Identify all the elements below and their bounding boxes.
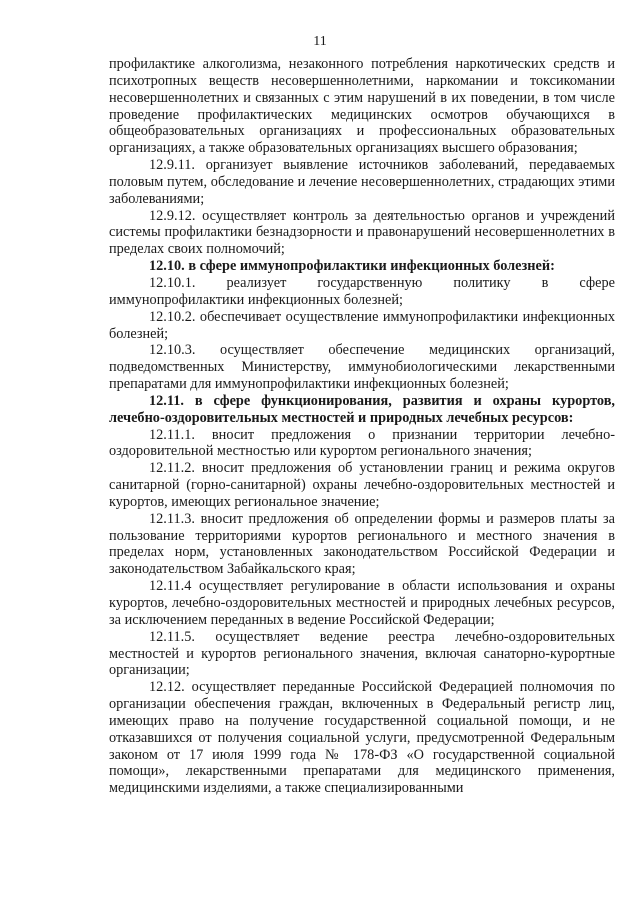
document-body [109,56,615,797]
paragraph: 12.10.2. обеспечивает осуществление иммунопрофилактики инфекционных болезней; [109,308,615,342]
paragraph: 12.11.2. вносит предложения об установлении границ и режима округов санитарной (горно-санитарной) охраны лечебно-оздоровительных местностей и курортов, имеющих региональное значение; [109,460,615,510]
page-number: 11 [313,34,327,49]
section-heading: 12.10. в сфере иммунопрофилактики инфекционных болезней: [149,258,555,275]
paragraph: 12.9.11. организует выявление источников заболеваний, передаваемых половым путем, обследование и лечение несовершеннолетних, страдающих этими заболеваниями; [109,157,615,207]
paragraph: 12.11.1. вносит предложения о признании территории лечебно-оздоровительной местностью или курортом регионального значения; [109,426,615,460]
paragraph: профилактике алкоголизма, незаконного потребления наркотических средств и психотропных веществ несовершеннолетними, наркомании и токсикомании несовершеннолетних и связанных с этим нарушений в их поведении, в том числе проведение профилактических медицинских осмотров обучающихся в общеобразовательных организациях и профессиональных образовательных организациях, а также образовательных организациях высшего образования; [109,56,615,157]
paragraph: 12.10.3. осуществляет обеспечение медицинских организаций, подведомственных Министерству, иммунобиологическими лекарственными препаратами для иммунопрофилактики инфекционных болезней; [109,342,615,393]
paragraph: 12.10.1. реализует государственную политику в сфере иммунопрофилактики инфекционных болезней; [109,274,615,308]
paragraph: 12.12. осуществляет переданные Российской Федерацией полномочия по организации обеспечения граждан, включенных в Федеральный регистр лиц, имеющих право на получение государственной социальной помощи, и не отказавшихся от получения социальной услуги, предусмотренной Федеральным законом от 17 июля 1999 года № 178-ФЗ «О государственной социальной помощи», лекарственными препаратами для медицинского применения, медицинскими изделиями, а также специализированными [109,679,615,797]
paragraph: 12.11.3. вносит предложения об определении формы и размеров платы за пользование территориями курортов регионального и местного значения в пределах норм, установленных законодательством Российской Федерации и законодательством Забайкальского края; [109,510,615,578]
paragraph: 12.11.5. осуществляет ведение реестра лечебно-оздоровительных местностей и курортов регионального значения, включая санаторно-курортные организации; [109,628,615,679]
paragraph: 12.11.4 осуществляет регулирование в области использования и охраны курортов, лечебно-оздоровительных местностей и природных лечебных ресурсов, за исключением переданных в ведение Российской Федерации; [109,578,615,628]
paragraph: 12.9.12. осуществляет контроль за деятельностью органов и учреждений системы профилактики безнадзорности и правонарушений несовершеннолетних в пределах своих полномочий; [109,207,615,258]
section-heading: 12.11. в сфере функционирования, развития и охраны курортов, лечебно-оздоровительных местностей и природных лечебных ресурсов: [109,392,615,426]
